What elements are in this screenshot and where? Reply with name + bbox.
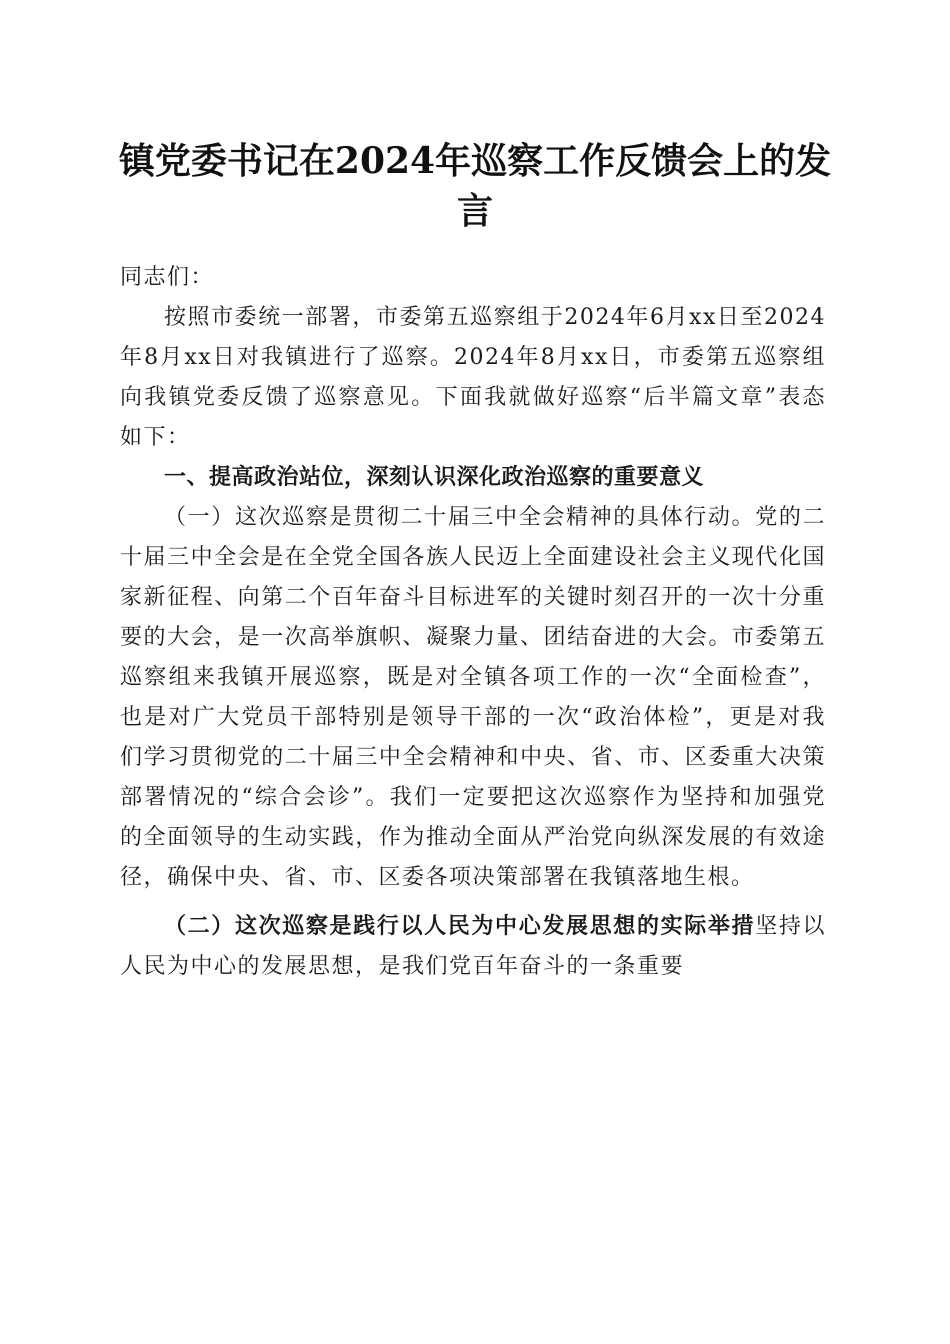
salutation: 同志们： [120,265,215,290]
point-1-paragraph [120,498,826,898]
point-1-lead: （一）这次巡察是贯彻二十届三中全会精神的具体行动。 [164,505,756,530]
point-2-lead: （二）这次巡察是践行以人民为中心发展思想的实际举措 [164,913,756,939]
point-2-body: 坚持以人民为中心的发展思想，是我们党百年奋斗的一条重要 [120,914,826,979]
point-2-paragraph [120,906,826,987]
point-1-body: 党的二十届三中全会是在全党全国各族人民迈上全面建设社会主义现代化国家新征程、向第二个百年奋斗目标进军的关键时刻召开的一次十分重要的大会，是一次高举旗帜、凝聚力量、团结奋进的大会。市委第五巡察组来我镇开展巡察，既是对全镇各项工作的一次“全面检查”，也是对广大党员干部特别是领导干部的一次“政治体检”，更是对我们学习贯彻党的二十届三中全会精神和中央、省、市、区委重大决策部署情况的“综合会诊”。我们一定要把这次巡察作为坚持和加强党的全面领导的生动实践，作为推动全面从严治党向纵深发展的有效途径，确保中央、省、市、区委各项决策部署在我镇落地生根。 [120,505,826,890]
section-heading-1: 一、提高政治站位，深刻认识深化政治巡察的重要意义 [164,465,705,490]
document-title: 镇党委书记在2024年巡察工作反馈会上的发言 [118,140,832,232]
intro-paragraph: 按照市委统一部署，市委第五巡察组于2024年6月xx日至2024年8月xx日对我镇进行了巡察。2024年8月xx日，市委第五巡察组向我镇党委反馈了巡察意见。下面我就做好巡察“后半篇文章”表态如下： [120,305,826,450]
document-body [120,258,826,987]
